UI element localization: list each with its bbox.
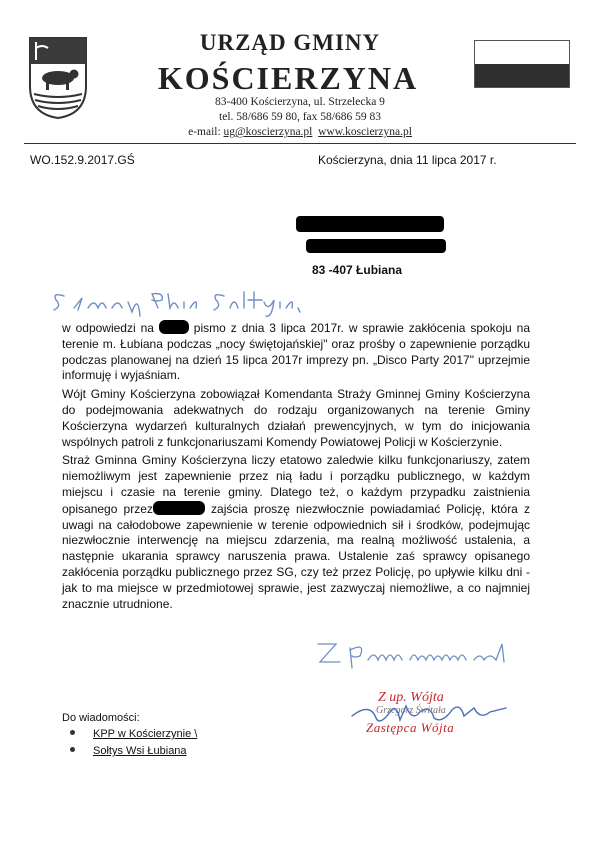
paragraph-2: Wójt Gminy Kościerzyna zobowiązał Komendanta Straży Gminnej Gminy Kościerzyna do podejmowania adekwatnych do rodzaju organizowanych na terenie Gminy Kościerzyna wydarzeń kulturalnych działań prewencyjnych, w tym do inicjowania wspólnych patroli z funkcjonariuszami Komendy Powiatowej Policji w Kościerzynie.: [62, 387, 530, 449]
header-divider: [24, 143, 576, 144]
municipality-title: KOŚCIERZYNA: [157, 60, 419, 96]
place-and-date: Kościerzyna, dnia 11 lipca 2017 r.: [318, 153, 497, 167]
paragraph-1: w odpowiedzi na pismo z dnia 3 lipca 2017r. w sprawie zakłócenia spokoju na terenie m. Łubiana podczas „nocy świętojańskiej" oraz prośby o zapewnienie porządku podczas planowanej na dzień 15 lipca 2017r imprezy pn. „Disco Party 2017" uprzejmie informuję i wyjaśniam.: [62, 321, 530, 383]
stamp-title: Zastępca Wójta: [366, 720, 455, 735]
paragraph-3: Straż Gminna Gminy Kościerzyna liczy etatowo zaledwie kilku funkcjonariuszy, zatem niemożliwym jest zapewnienie przez nią ładu i porządku publicznego, w każdym miejscu i czasie na terenie gminy. Dlatego też, o każdym przypadku zaistnienia opisanego przez zajścia proszę niezwłocznie powiadamiać Policję, która z uwagi na całodobowe zapewnienie w terenie odpowiednich sił i środków, podejmując niezwłocznie interwencję na miejscu zdarzenia, ma realną możliwość ustalenia, a następnie ukarania sprawcy naruszenia prawa. Ustalenie zaś sprawcy opisanego zakłócenia porządku publicznego przez SG, czy też przez Policję, po upływie kilku dni - jak to ma miejsce w przedmiotowej sprawie, jest zazwyczaj niemożliwe, a co najmniej znacznie utrudnione.: [62, 453, 531, 611]
redacted-recipient-name: [296, 216, 444, 232]
email-label: e-mail:: [188, 126, 224, 138]
redacted-recipient-address: [306, 239, 446, 253]
redacted-inline: [153, 501, 205, 515]
list-item: KPP w Kościerzynie \: [70, 728, 197, 740]
redacted-inline: [159, 320, 189, 334]
stamp-name: Grzegorz Świtała: [376, 705, 446, 716]
office-title: URZĄD GMINY: [199, 30, 381, 55]
list-item: Sołtys Wsi Łubiana: [70, 745, 197, 757]
bullet-icon: [70, 747, 75, 752]
reference-number: WO.152.9.2017.GŚ: [30, 153, 135, 167]
stamp-authorization: Z up. Wójta: [378, 690, 444, 705]
recipient-postal: 83 -407 Łubiana: [312, 263, 403, 277]
signature-icon: [350, 698, 510, 728]
bullet-icon: [70, 730, 75, 735]
distribution-heading: Do wiadomości:: [62, 712, 140, 724]
email-link[interactable]: ug@koscierzyna.pl: [223, 126, 313, 138]
bear-crest-icon: [26, 34, 90, 120]
handwritten-closing: [314, 634, 544, 674]
office-phone: tel. 58/686 59 80, fax 58/686 59 83: [219, 111, 381, 123]
handwritten-salutation: [48, 286, 378, 316]
website-link[interactable]: www.koscierzyna.pl: [318, 126, 412, 138]
distribution-list: [70, 728, 197, 762]
flag-icon: [474, 40, 570, 88]
office-address: 83-400 Kościerzyna, ul. Strzelecka 9: [215, 96, 385, 108]
letter-body: [62, 320, 530, 615]
office-contact: [140, 126, 460, 138]
